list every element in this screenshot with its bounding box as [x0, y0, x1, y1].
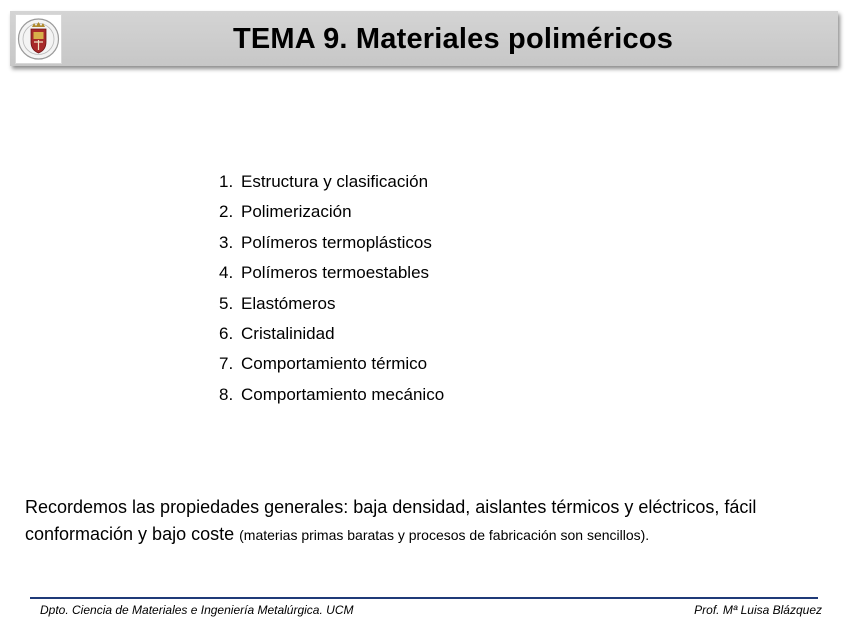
- topic-label: Cristalinidad: [241, 323, 335, 343]
- list-item: [219, 260, 444, 290]
- list-item: [219, 230, 444, 260]
- topic-label: Estructura y clasificación: [241, 172, 429, 191]
- topic-number: 7.: [219, 354, 234, 374]
- topic-number: 6.: [219, 323, 234, 343]
- summary-line-1: Recordemos las propiedades generales: baja densidad, aislantes térmicos y eléctricos, fácil: [25, 497, 757, 517]
- list-item: [219, 351, 444, 381]
- topic-label: Elastómeros: [241, 293, 336, 313]
- list-item: [219, 169, 444, 199]
- list-item: [219, 199, 444, 229]
- topic-label: Comportamiento térmico: [241, 354, 428, 374]
- footer-author: Prof. Mª Luisa Blázquez: [694, 603, 822, 617]
- topic-label: Polímeros termoplásticos: [241, 232, 432, 252]
- footer-divider: [30, 597, 818, 599]
- topic-number: 5.: [219, 293, 234, 313]
- summary-note: (materias primas baratas y procesos de fabricación son sencillos).: [239, 527, 650, 543]
- topic-number: 4.: [219, 263, 234, 283]
- ucm-seal-icon: [15, 14, 62, 64]
- summary-line-2: conformación y bajo coste: [25, 524, 235, 544]
- page-title: TEMA 9. Materiales poliméricos: [232, 23, 674, 55]
- topic-number: 8.: [219, 384, 234, 404]
- topic-number: 3.: [219, 232, 234, 252]
- topic-label: Polímeros termoestables: [241, 263, 430, 283]
- topic-number: 1.: [219, 172, 234, 191]
- list-item: [219, 321, 444, 351]
- list-item: [219, 291, 444, 321]
- topic-number: 2.: [219, 202, 234, 222]
- title-bar: [10, 11, 838, 66]
- topic-list: [219, 169, 444, 412]
- topic-label: Comportamiento mecánico: [241, 384, 445, 404]
- topic-label: Polimerización: [241, 202, 352, 222]
- list-item: [219, 382, 444, 412]
- footer-department: Dpto. Ciencia de Materiales e Ingeniería Metalúrgica. UCM: [40, 603, 354, 617]
- summary-paragraph: [25, 494, 825, 549]
